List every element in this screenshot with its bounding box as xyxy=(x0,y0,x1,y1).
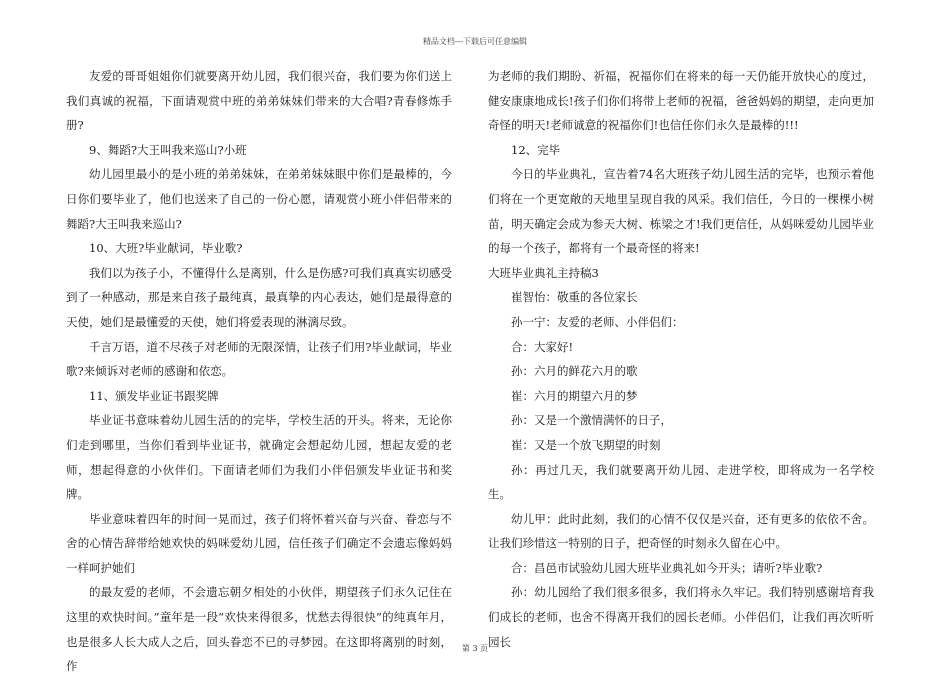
left-paragraph: 幼儿园里最小的是小班的弟弟妹妹，在弟弟妹妹眼中你们是最棒的，今日你们要毕业了，他们也送来了自己的一份心愿，请观赏小班小伴侣带来的舞蹈?大王叫我来巡山? xyxy=(66,167,452,231)
left-paragraph: 9、舞蹈?大王叫我来巡山?小班 xyxy=(89,142,247,157)
right-paragraph: 崔智怡：敬重的各位家长 xyxy=(511,290,638,305)
right-paragraph: 幼儿甲：此时此刻，我们的心情不仅仅是兴奋，还有更多的依依不舍。让我们珍惜这一特别的日子，把奇怪的时刻永久留在心中。 xyxy=(488,511,874,551)
right-paragraph: 崔：又是一个放飞期望的时刻 xyxy=(511,437,661,452)
right-paragraph: 孙：再过几天，我们就要离开幼儿园、走进学校，即将成为一名学校生。 xyxy=(488,462,874,502)
left-paragraph: 我们以为孩子小，不懂得什么是离别，什么是伤感?可我们真真实切感受到了一种感动，那是来自孩子最纯真，最真挚的内心表达，她们是最得意的天使，她们是最懂爱的天使，她们将爱表现的淋漓尽致。 xyxy=(66,265,452,329)
right-paragraph: 大班毕业典礼主持稿3 xyxy=(488,265,599,280)
left-paragraph: 的最友爱的老师，不会遗忘朝夕相处的小伙伴，期望孩子们永久记住在这里的欢快时间。”童年是一段“欢快来得很多，忧愁去得很快”的纯真年月，也是很多人长大成人之后，回头眷恋不已的寻梦园。在这即将离别的时刻，作 xyxy=(66,585,452,674)
left-paragraph: 毕业意味着四年的时间一晃而过，孩子们将怀着兴奋与兴奋、眷恋与不舍的心情告辞带给她欢快的妈咪爱幼儿园，信任孩子们确定不会遗忘像妈妈一样呵护她们 xyxy=(66,511,452,575)
right-paragraph: 今日的毕业典礼，宣告着74名大班孩子幼儿园生活的完毕，也预示着他们将在一个更宽敞的天地里呈现自我的风采。我们信任，今日的一棵棵小树苗，明天确定会成为参天大树、栋梁之才!我们更信任，从妈咪爱幼儿园毕业的每一个孩子，都将有一个最奇怪的将来! xyxy=(488,167,874,256)
right-paragraph: 孙一宁：友爱的老师、小伴侣们： xyxy=(511,314,684,329)
page-number: 第 3 页 xyxy=(461,644,489,653)
left-paragraph: 千言万语，道不尽孩子对老师的无限深情，让孩子们用?毕业献词，毕业歌?来倾诉对老师的感谢和依恋。 xyxy=(66,339,452,379)
right-paragraph: 为老师的我们期盼、祈福，祝福你们在将来的每一天仍能开放快心的度过，健安康康地成长!孩子们你们将带上老师的祝福，爸爸妈妈的期望，走向更加奇怪的明天!老师诚意的祝福你们!也信任你们永久是最棒的!!! xyxy=(488,69,874,133)
right-paragraph: 孙：幼儿园给了我们很多很多，我们将永久牢记。我们特别感谢培育我们成长的老师，也舍不得离开我们的园长老师。小伴侣们，让我们再次听听园长 xyxy=(488,585,874,649)
left-paragraph: 10、大班?毕业献词，毕业歌? xyxy=(89,241,243,256)
left-paragraph: 11、颁发毕业证书跟奖牌 xyxy=(89,388,219,403)
left-column xyxy=(66,64,452,679)
left-paragraph: 友爱的哥哥姐姐你们就要离开幼儿园，我们很兴奋，我们要为你们送上我们真诚的祝福，下面请观赏中班的弟弟妹妹们带来的大合唱?青春修炼手册? xyxy=(66,69,452,133)
right-column xyxy=(488,64,874,654)
right-paragraph: 合：昌邑市试验幼儿园大班毕业典礼如今开头；请听?毕业歌? xyxy=(511,560,823,575)
page-header: 精品文档---下载后可任意编辑 xyxy=(422,37,528,46)
right-paragraph: 孙：又是一个激情满怀的日子， xyxy=(511,413,672,428)
right-paragraph: 孙：六月的鲜花六月的歌 xyxy=(511,364,638,379)
right-paragraph: 崔：六月的期望六月的梦 xyxy=(511,388,638,403)
right-paragraph: 12、完毕 xyxy=(511,142,561,157)
right-paragraph: 合：大家好! xyxy=(511,339,574,354)
left-paragraph: 毕业证书意味着幼儿园生活的的完毕，学校生活的开头。将来，无论你们走到哪里，当你们看到毕业证书，就确定会想起幼儿园，想起友爱的老师，想起得意的小伙伴们。下面请老师们为我们小伴侣颁发毕业证书和奖牌。 xyxy=(66,413,452,502)
